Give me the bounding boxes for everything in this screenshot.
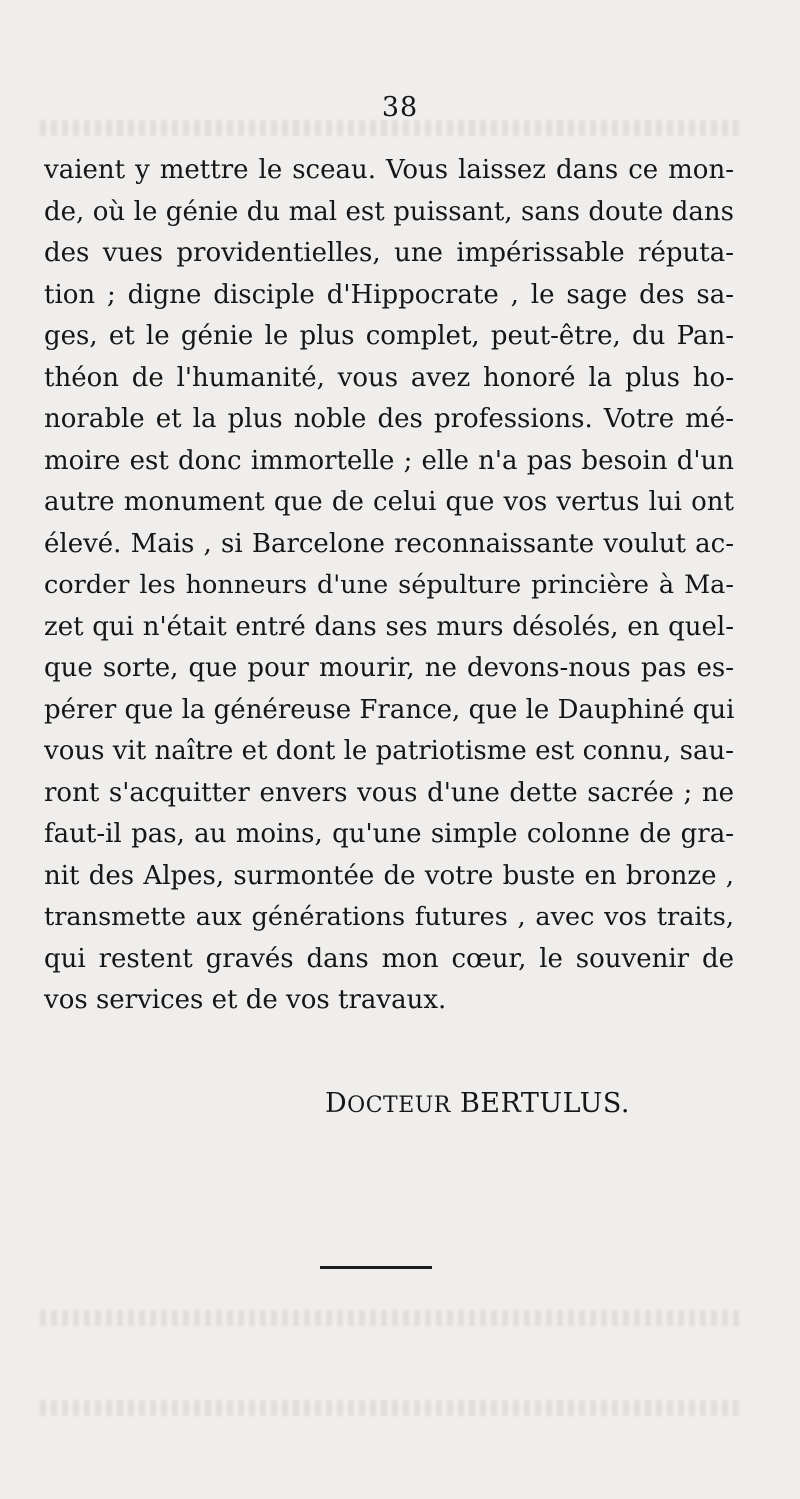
text-line: ges, et le génie le plus complet, peut-être, du Pan- bbox=[44, 321, 734, 351]
text-line: des vues providentielles, une impérissable réputa- bbox=[44, 238, 734, 268]
text-line: que sorte, que pour mourir, ne devons-nous pas es- bbox=[44, 653, 734, 683]
text-line: théon de l'humanité, vous avez honoré la plus ho- bbox=[44, 362, 734, 393]
page-number: 38 bbox=[381, 92, 419, 123]
text-line: qui restent gravés dans mon cœur, le souvenir de bbox=[44, 943, 734, 974]
text-line: vaient y mettre le sceau. Vous laissez dans ce mon- bbox=[44, 155, 734, 185]
text-line: norable et la plus noble des professions. Votre mé- bbox=[44, 404, 734, 434]
bleed-through-texture bbox=[40, 1400, 740, 1416]
signature-name: BERTULUS. bbox=[459, 1088, 630, 1119]
text-line: moire est donc immortelle ; elle n'a pas besoin d'un bbox=[44, 445, 734, 476]
text-line: zet qui n'était entré dans ses murs désolés, en quel- bbox=[44, 611, 734, 642]
body-text bbox=[44, 150, 734, 1022]
end-rule bbox=[320, 1266, 432, 1269]
text-line: corder les honneurs d'une sépulture princière à Ma- bbox=[44, 570, 734, 600]
text-line: élevé. Mais , si Barcelone reconnaissante voulut ac- bbox=[44, 528, 734, 559]
text-line: pérer que la généreuse France, que le Dauphiné qui bbox=[44, 694, 735, 725]
text-line: faut-il pas, au moins, qu'une simple colonne de gra- bbox=[44, 819, 734, 849]
text-line: de, où le génie du mal est puissant, sans doute dans bbox=[44, 196, 734, 227]
text-line: transmette aux générations futures , avec vos traits, bbox=[44, 902, 734, 932]
text-line: vos services et de vos travaux. bbox=[44, 985, 447, 1015]
signature-title-initial: D bbox=[325, 1088, 348, 1119]
text-line: autre monument que de celui que vos vertus lui ont bbox=[44, 487, 734, 517]
text-line: ront s'acquitter envers vous d'une dette sacrée ; ne bbox=[44, 777, 734, 808]
text-line: tion ; digne disciple d'Hippocrate , le sage des sa- bbox=[44, 279, 734, 310]
signature-title-rest: OCTEUR bbox=[347, 1093, 451, 1118]
bleed-through-texture bbox=[40, 1310, 740, 1326]
signature bbox=[325, 1088, 630, 1119]
text-line: vous vit naître et dont le patriotisme est connu, sau- bbox=[44, 736, 734, 766]
text-line: nit des Alpes, surmontée de votre buste en bronze , bbox=[44, 860, 734, 891]
